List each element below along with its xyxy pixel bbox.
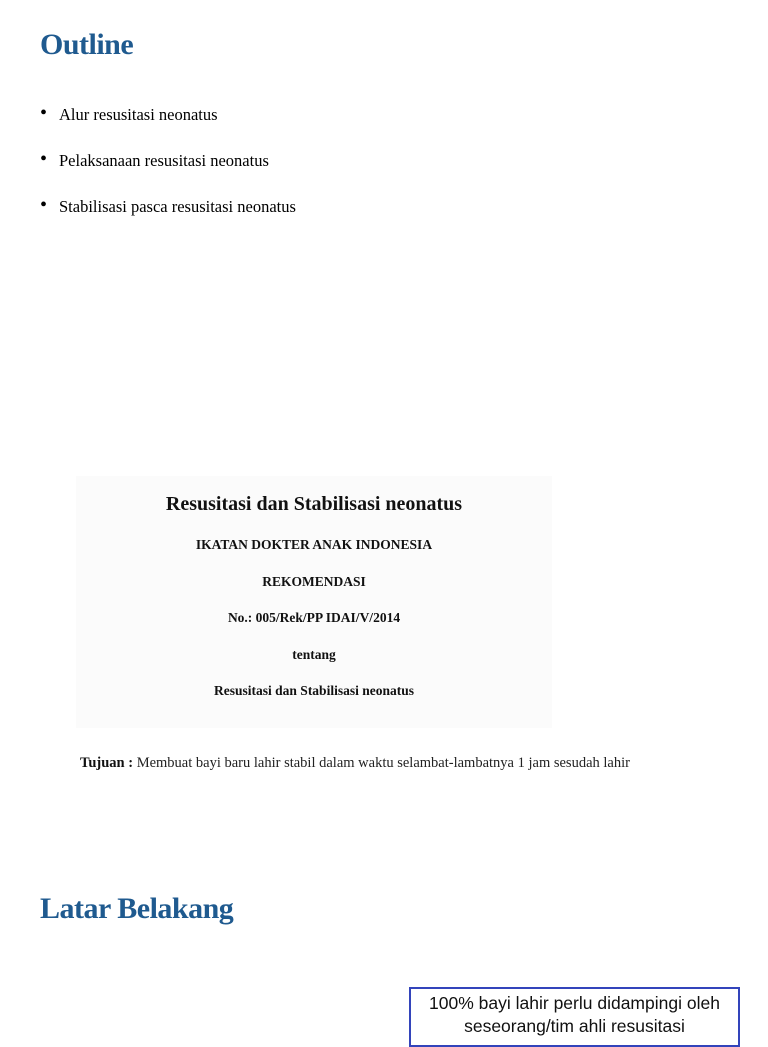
document-subject: Resusitasi dan Stabilisasi neonatus	[214, 683, 414, 698]
outline-list	[40, 104, 296, 242]
tujuan-text: Membuat bayi baru lahir stabil dalam waktu selambat-lambatnya 1 jam sesudah lahir	[133, 755, 630, 771]
outline-title: Outline	[40, 28, 134, 61]
tujuan-label: Tujuan :	[80, 755, 134, 771]
list-item	[40, 150, 296, 196]
list-item	[40, 104, 296, 150]
document-about-label: tentang	[292, 647, 336, 662]
note-box: 100% bayi lahir perlu didampingi oleh seseorang/tim ahli resusitasi	[409, 987, 740, 1047]
list-item-text: Stabilisasi pasca resusitasi neonatus	[59, 197, 296, 216]
document-heading: Resusitasi dan Stabilisasi neonatus	[165, 493, 463, 515]
document-excerpt-image	[76, 476, 552, 728]
bullet-icon: •	[40, 102, 48, 124]
list-item-text: Alur resusitasi neonatus	[59, 105, 218, 124]
list-item-text: Pelaksanaan resusitasi neonatus	[59, 151, 269, 170]
document-type: REKOMENDASI	[262, 574, 366, 589]
document-number: No.: 005/Rek/PP IDAI/V/2014	[227, 610, 401, 625]
document-organization: IKATAN DOKTER ANAK INDONESIA	[195, 537, 433, 552]
latar-belakang-title: Latar Belakang	[40, 892, 234, 925]
tujuan-statement	[80, 755, 630, 772]
bullet-icon: •	[40, 194, 48, 216]
bullet-icon: •	[40, 148, 48, 170]
list-item	[40, 196, 296, 242]
